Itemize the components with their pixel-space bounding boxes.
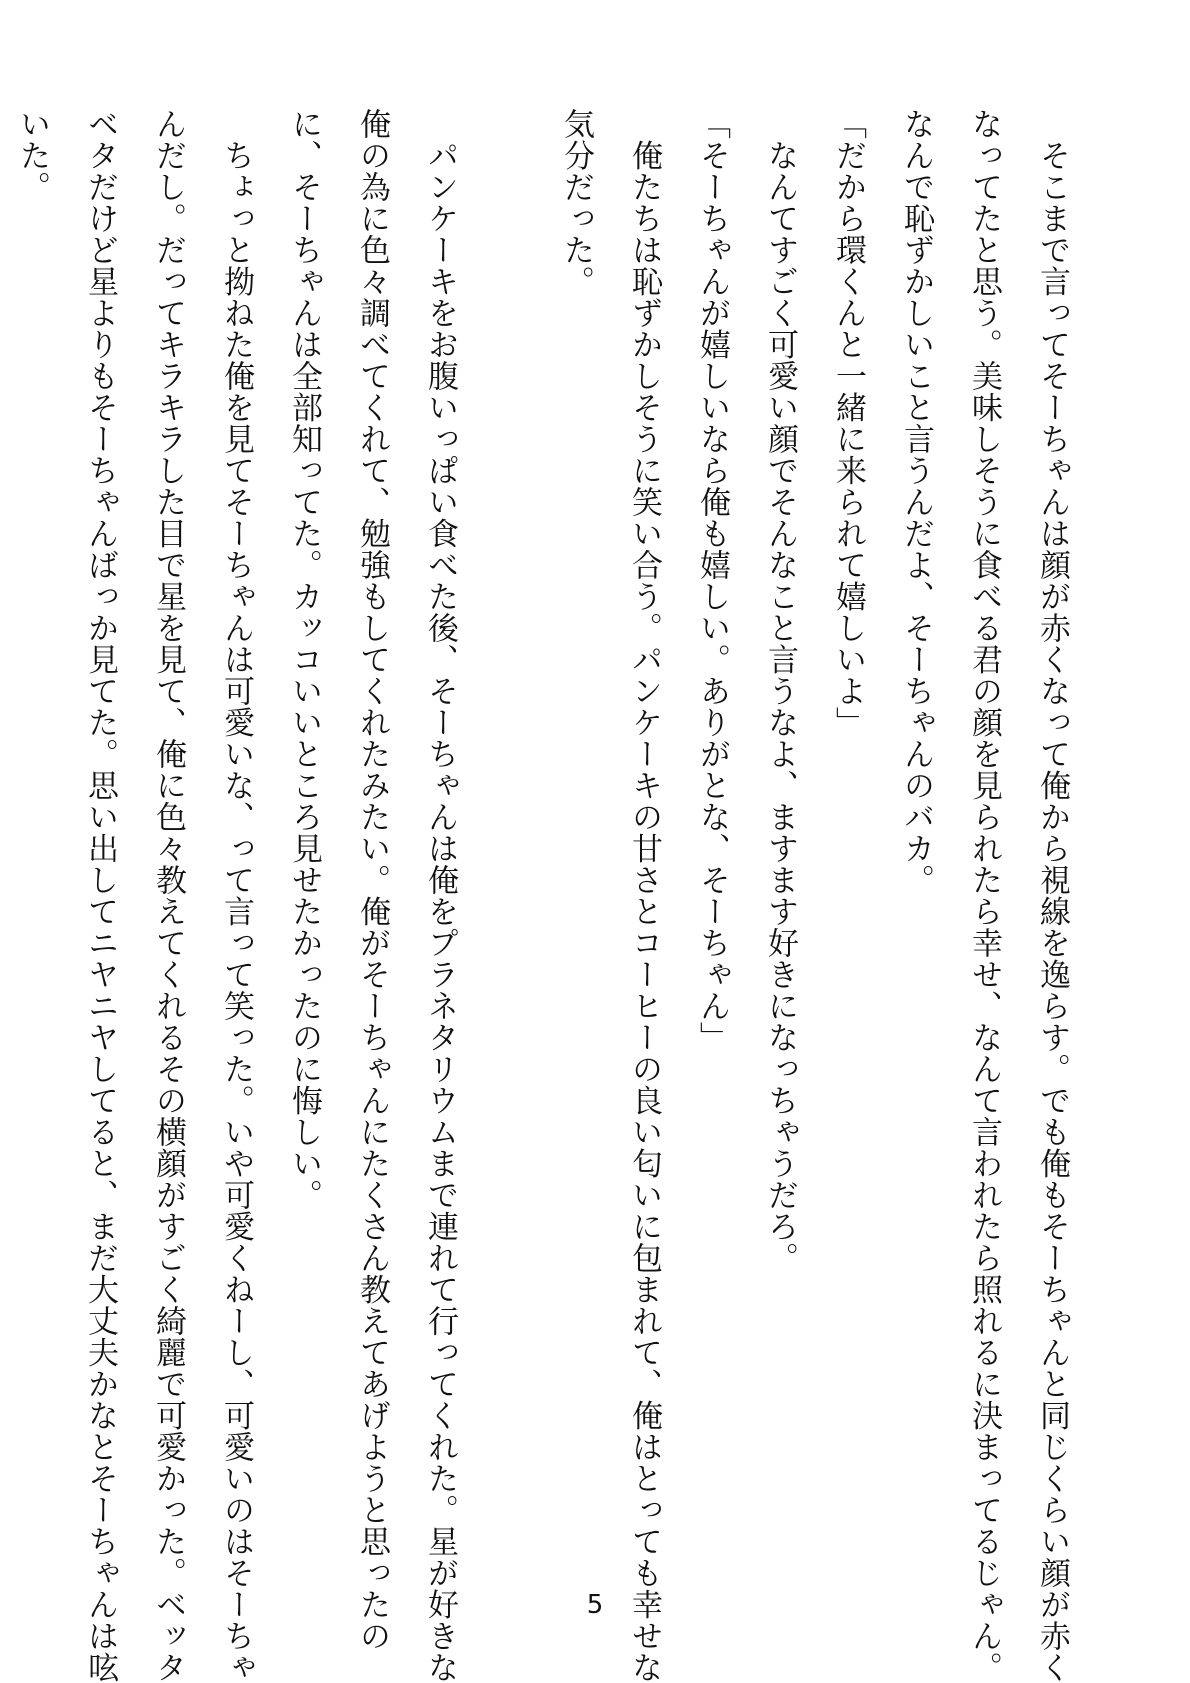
body-text xyxy=(14,108,1086,1683)
text-line: 俺たちは恥ずかしそうに笑い合う。パンケーキの甘さとコーヒーの良い匂いに包まれて、俺はとっても幸せな xyxy=(626,108,662,1683)
text-line: に、そーちゃんは全部知ってた。カッコいいところ見せたかったのに悔しい。 xyxy=(286,108,322,1211)
text-line: なってたと思う。美味しそうに食べる君の顔を見られたら幸せ、なんて言われたら照れるに決まってるじゃん。 xyxy=(966,108,1002,1683)
text-line: 俺の為に色々調べてくれて、勉強もしてくれたみたい。俺がそーちゃんにたくさん教えてあげようと思ったの xyxy=(354,108,390,1652)
text-line: ベタだけど星よりもそーちゃんばっか見てた。思い出してニヤニヤしてると、まだ大丈夫かなとそーちゃんは呟 xyxy=(82,108,118,1683)
text-line: ちょっと拗ねた俺を見てそーちゃんは可愛いな、って言って笑った。いや可愛くねーし、可愛いのはそーちゃ xyxy=(218,108,254,1683)
text-line: 「だから環くんと一緒に来られて嬉しいよ」 xyxy=(830,108,866,738)
text-line: んだし。だってキラキラした目で星を見て、俺に色々教えてくれるその横顔がすごく綺麗で可愛かった。ベッタ xyxy=(150,108,186,1683)
text-line: いた。 xyxy=(14,108,50,203)
text-line: パンケーキをお腹いっぱい食べた後、そーちゃんは俺をプラネタリウムまで連れて行ってくれた。星が好きな xyxy=(422,108,458,1683)
text-line: なんで恥ずかしいこと言うんだよ、そーちゃんのバカ。 xyxy=(898,108,934,896)
text-line: なんてすごく可愛い顔でそんなこと言うなよ、ますます好きになっちゃうだろ。 xyxy=(762,108,798,1274)
text-line: 気分だった。 xyxy=(558,108,594,297)
text-line: 「そーちゃんが嬉しいなら俺も嬉しい。ありがとな、そーちゃん」 xyxy=(694,108,730,1053)
text-line: そこまで言ってそーちゃんは顔が赤くなって俺から視線を逸らす。でも俺もそーちゃんと同じくらい顔が赤く xyxy=(1034,108,1070,1683)
page-number: 5 xyxy=(586,1590,604,1620)
blank-line xyxy=(474,108,542,1608)
